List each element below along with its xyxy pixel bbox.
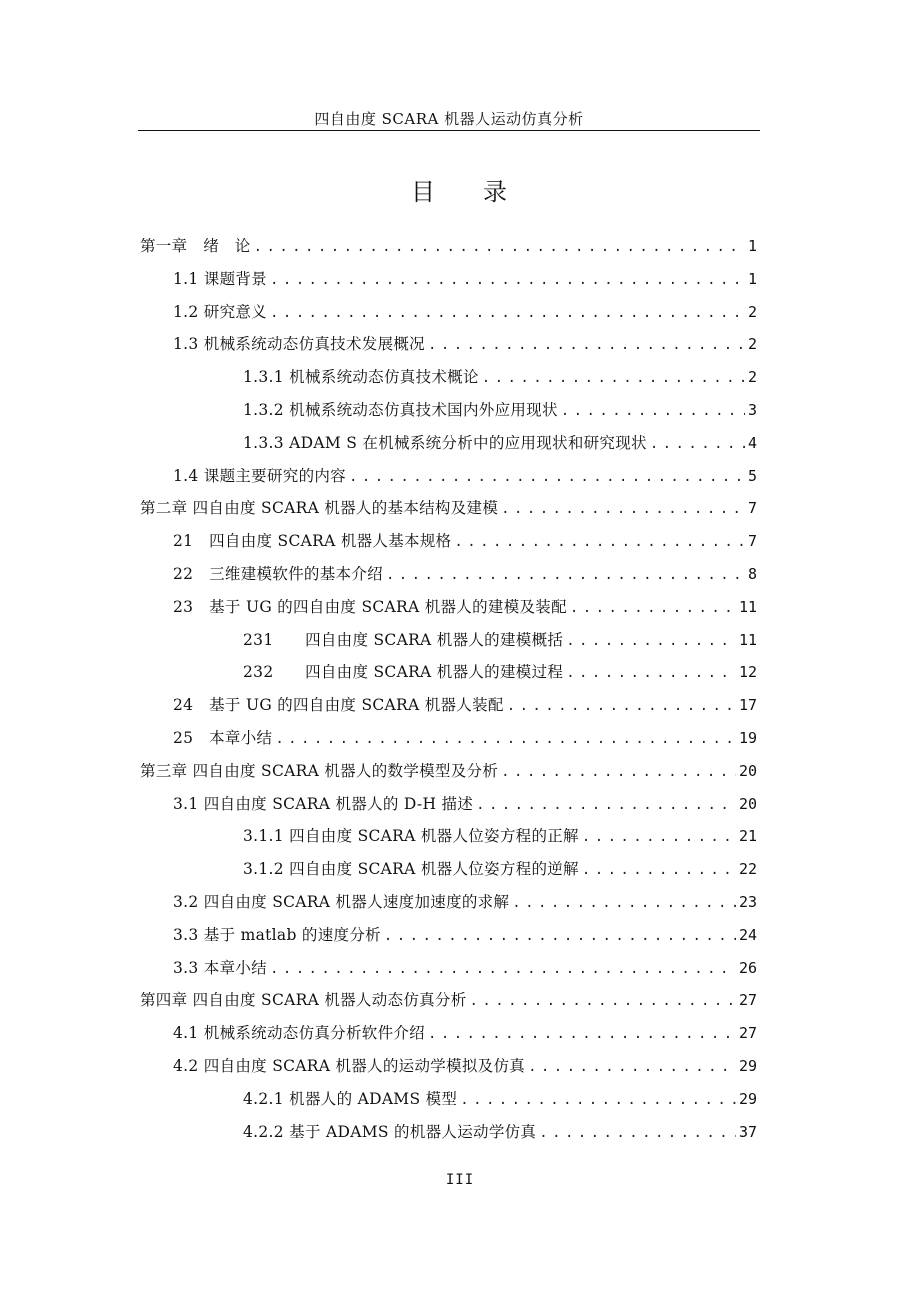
- toc-entry-text: 1.3.2 机械系统动态仿真技术国内外应用现状: [243, 401, 558, 419]
- toc-entry-text: 第二章 四自由度 SCARA 机器人的基本结构及建模: [140, 499, 499, 518]
- toc-entry[interactable]: [243, 857, 757, 881]
- toc-leader-dots: [454, 530, 745, 554]
- toc-entry[interactable]: [243, 628, 757, 652]
- toc-entry-text: 3.1.1 四自由度 SCARA 机器人位姿方程的正解: [243, 827, 579, 846]
- toc-entry[interactable]: [173, 693, 757, 717]
- toc-entry-text: 3.1 四自由度 SCARA 机器人的 D-H 描述: [173, 794, 474, 813]
- toc-leader-dots: [501, 760, 736, 784]
- toc-leader-dots: [384, 924, 736, 948]
- toc-entry[interactable]: [243, 660, 757, 684]
- toc-leader-dots: [528, 1055, 736, 1079]
- toc-entry[interactable]: [243, 431, 757, 455]
- toc-entry-page: 11: [738, 597, 757, 616]
- toc-entry-page: 17: [738, 696, 757, 715]
- toc-entry-text: 4.2.1 机器人的 ADAMS 模型: [243, 1089, 458, 1108]
- toc-entry[interactable]: [140, 234, 757, 258]
- toc-entry-page: 20: [738, 761, 757, 780]
- toc-leader-dots: [501, 497, 745, 521]
- toc-entry[interactable]: [173, 956, 757, 980]
- toc-entry-page: 29: [738, 1057, 757, 1075]
- toc-entry[interactable]: [173, 726, 757, 750]
- toc-entry-text: 232 四自由度 SCARA 机器人的建模过程: [243, 663, 564, 682]
- toc-leader-dots: [476, 793, 736, 817]
- toc-title: [0, 172, 920, 207]
- toc-entry-text: 1.3 机械系统动态仿真技术发展概况: [173, 335, 425, 354]
- toc-entry-page: 8: [747, 565, 757, 583]
- header-rule: [138, 130, 760, 131]
- toc-entry[interactable]: [173, 1054, 757, 1078]
- toc-entry-text: 1.3.3 ADAM S 在机械系统分析中的应用现状和研究现状: [243, 433, 647, 452]
- toc-entry-text: 22 三维建模软件的基本介绍: [173, 565, 383, 583]
- toc-entry[interactable]: [173, 332, 757, 356]
- toc-entry[interactable]: [140, 759, 757, 783]
- toc-leader-dots: [386, 563, 745, 587]
- toc-leader-dots: [582, 858, 736, 882]
- toc-entry[interactable]: [243, 365, 757, 389]
- toc-leader-dots: [482, 366, 745, 390]
- toc-entry-text: 3.3 基于 matlab 的速度分析: [173, 925, 381, 944]
- toc-entry-page: 21: [738, 827, 757, 846]
- toc-entry-page: 1: [747, 237, 757, 255]
- toc-entry-page: 2: [747, 302, 757, 321]
- toc-entry-text: 4.1 机械系统动态仿真分析软件介绍: [173, 1024, 425, 1043]
- toc-entry[interactable]: [173, 300, 757, 324]
- toc-entry-text: 第一章 绪 论: [140, 237, 251, 255]
- toc-entry-page: 24: [738, 925, 757, 944]
- toc-entry-page: 7: [747, 532, 757, 551]
- toc-leader-dots: [650, 432, 745, 456]
- toc-entry-text: 24 基于 UG 的四自由度 SCARA 机器人装配: [173, 696, 504, 715]
- toc-entry-text: 23 基于 UG 的四自由度 SCARA 机器人的建模及装配: [173, 597, 567, 616]
- toc-entry-page: 11: [738, 630, 757, 649]
- toc-entry[interactable]: [173, 529, 757, 553]
- toc-leader-dots: [566, 629, 736, 653]
- toc-entry-page: 26: [738, 958, 757, 977]
- running-header: 四自由度 SCARA 机器人运动仿真分析: [314, 110, 584, 128]
- toc-entry[interactable]: [173, 595, 757, 619]
- toc-entry-page: 2: [747, 335, 757, 354]
- toc-entry-text: 3.3 本章小结: [173, 958, 267, 977]
- toc-leader-dots: [470, 989, 736, 1013]
- toc-leader-dots: [570, 596, 736, 620]
- toc-entry[interactable]: [173, 562, 757, 586]
- toc-entry[interactable]: [173, 923, 757, 947]
- toc-entry-text: 3.2 四自由度 SCARA 机器人速度加速度的求解: [173, 893, 510, 911]
- toc-entry[interactable]: [173, 792, 757, 816]
- toc-entry-text: 231 四自由度 SCARA 机器人的建模概括: [243, 630, 564, 649]
- toc-leader-dots: [507, 694, 736, 718]
- toc-entry[interactable]: [243, 1087, 757, 1111]
- toc-entry-page: 3: [747, 401, 757, 419]
- toc-entry-text: 3.1.2 四自由度 SCARA 机器人位姿方程的逆解: [243, 860, 579, 879]
- toc-leader-dots: [270, 957, 736, 981]
- toc-entry-text: 1.4 课题主要研究的内容: [173, 466, 346, 485]
- toc-entry-page: 4: [747, 433, 757, 452]
- toc-leader-dots: [566, 661, 736, 685]
- toc-entry-page: 5: [747, 466, 757, 485]
- toc-entry-page: 27: [738, 1024, 757, 1043]
- toc-entry-text: 第四章 四自由度 SCARA 机器人动态仿真分析: [140, 991, 467, 1010]
- toc-entry-page: 19: [738, 729, 757, 747]
- toc-entry[interactable]: [173, 890, 757, 914]
- toc-entry-text: 1.2 研究意义: [173, 302, 267, 321]
- toc-entry[interactable]: [140, 496, 757, 520]
- toc-entry[interactable]: [243, 824, 757, 848]
- toc-title-part1: 目: [411, 178, 437, 206]
- toc-entry-page: 2: [747, 368, 757, 387]
- toc-leader-dots: [460, 1088, 736, 1112]
- toc-entry-text: 第三章 四自由度 SCARA 机器人的数学模型及分析: [140, 761, 499, 780]
- toc-leader-dots: [582, 825, 736, 849]
- toc-entry-text: 21 四自由度 SCARA 机器人基本规格: [173, 532, 452, 551]
- toc-leader-dots: [428, 1022, 736, 1046]
- toc-entry[interactable]: [173, 267, 757, 291]
- toc-leader-dots: [539, 1121, 736, 1145]
- toc-entry-page: 29: [738, 1089, 757, 1108]
- toc-entry-text: 4.2 四自由度 SCARA 机器人的运动学模拟及仿真: [173, 1057, 526, 1075]
- toc-leader-dots: [270, 301, 745, 325]
- toc-entry-text: 1.3.1 机械系统动态仿真技术概论: [243, 368, 479, 387]
- toc-leader-dots: [512, 891, 736, 915]
- toc-entry[interactable]: [173, 1021, 757, 1045]
- toc-title-part2: 录: [483, 178, 509, 206]
- toc-entry[interactable]: [243, 398, 757, 422]
- toc-entry-page: 23: [738, 893, 757, 911]
- toc-entry-page: 7: [747, 499, 757, 518]
- toc-leader-dots: [428, 333, 745, 357]
- toc-leader-dots: [349, 465, 745, 489]
- toc-entry-text: 1.1 课题背景: [173, 269, 267, 288]
- toc-entry-page: 37: [738, 1122, 757, 1141]
- toc-leader-dots: [275, 727, 736, 751]
- toc-entry[interactable]: [140, 988, 757, 1012]
- toc-entry-page: 27: [738, 991, 757, 1010]
- toc-leader-dots: [254, 235, 745, 259]
- page-number: III: [445, 1172, 475, 1188]
- toc-leader-dots: [270, 268, 745, 292]
- toc-entry-page: 22: [738, 860, 757, 879]
- toc-entry-text: 4.2.2 基于 ADAMS 的机器人运动学仿真: [243, 1122, 537, 1141]
- toc-entry-page: 12: [738, 663, 757, 682]
- toc-entry-page: 1: [747, 269, 757, 288]
- toc-entry[interactable]: [243, 1120, 757, 1144]
- toc-entry-text: 25 本章小结: [173, 729, 273, 747]
- toc-entry-page: 20: [738, 794, 757, 813]
- toc-entry[interactable]: [173, 464, 757, 488]
- toc-leader-dots: [561, 399, 745, 423]
